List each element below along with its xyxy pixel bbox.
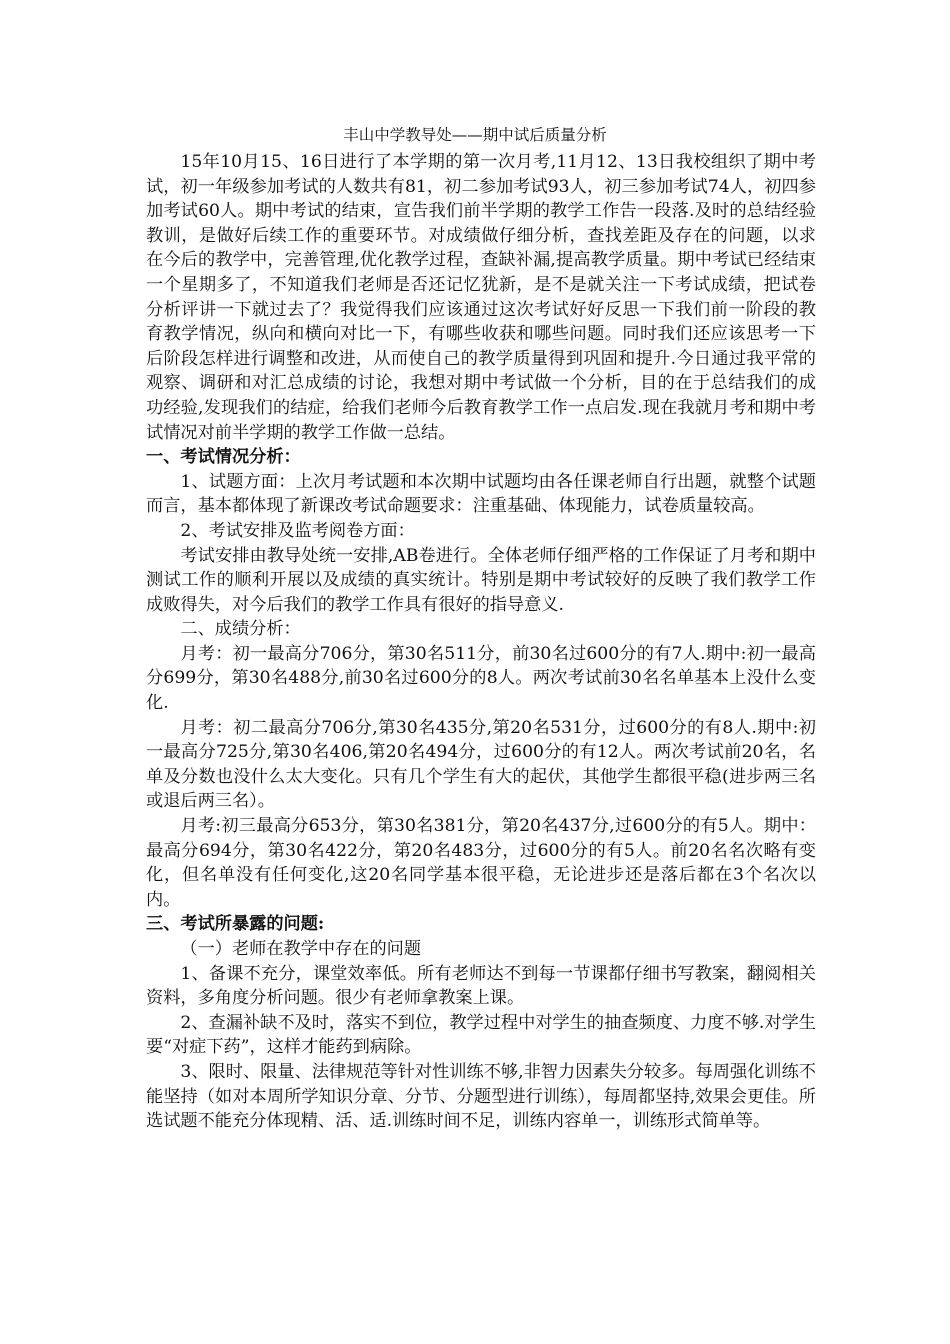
section-3-item-2: 2、查漏补缺不及时，落实不到位，教学过程中对学生的抽查频度、力度不够.对学生要“对症下药”，这样才能药到病除。 bbox=[146, 1012, 816, 1058]
section-3-item-3: 3、限时、限量、法律规范等针对性训练不够,非智力因素失分较多。每周强化训练不能坚持（如对本周所学知识分章、分节、分题型进行训练），每周都坚持,效果会更佳。所选试题不能充分体现精、活、适.训练时间不足，训练内容单一，训练形式简单等。 bbox=[146, 1061, 816, 1132]
section-2-heading: 二、成绩分析： bbox=[180, 619, 301, 640]
section-2-paragraph-1: 月考：初一最高分706分，第30名511分，前30名过600分的有7人.期中:初一最高分699分，第30名488分,前30名过600分的8人。两次考试前30名名单基本上没什么变化. bbox=[146, 643, 816, 714]
section-3-subheading-1: （一）老师在教学中存在的问题 bbox=[180, 939, 422, 959]
section-3-item-1: 1、备课不充分，课堂效率低。所有老师达不到每一节课都仔细书写教案，翻阅相关资料，多角度分析问题。很少有老师拿教案上课。 bbox=[146, 963, 816, 1009]
section-2-paragraph-2: 月考：初二最高分706分,第30名435分,第20名531分，过600分的有8人.期中:初一最高分725分,第30名406,第20名494分，过600分的有12人。两次考试前20名，名单及分数也没什么太大变化。只有几个学生有大的起伏，其他学生都很平稳(进步两三名或退后两三名）。 bbox=[146, 717, 816, 812]
section-1-heading: 一、考试情况分析： bbox=[146, 447, 301, 468]
section-2-paragraph-3: 月考:初三最高分653分，第30名381分，第20名437分,过600分的有5人。期中：最高分694分，第30名422分，第20名483分，过600分的有5人。前20名名次略有变化，但名单没有任何变化,这20名同学基本很平稳，无论进步还是落后都在3个名次以内。 bbox=[146, 816, 816, 910]
document-body bbox=[146, 150, 816, 1134]
section-3-heading: 三、考试所暴露的问题: bbox=[146, 914, 325, 935]
section-1-item-1: 1、试题方面：上次月考试题和本次期中试题均由各任课老师自行出题，就整个试题而言，基本都体现了新课改考试命题要求：注重基础、体现能力，试卷质量较高。 bbox=[146, 471, 816, 517]
document-title: 丰山中学教导处——期中试后质量分析 bbox=[343, 126, 607, 144]
section-1-item-2-body: 考试安排由教导处统一安排,AB卷进行。全体老师仔细严格的工作保证了月考和期中测试工作的顺利开展以及成绩的真实统计。特别是期中考试较好的反映了我们教学工作成败得失，对今后我们的教学工作具有很好的指导意义. bbox=[146, 545, 816, 615]
intro-paragraph: 15年10月15、16日进行了本学期的第一次月考,11月12、13日我校组织了期中考试，初一年级参加考试的人数共有81，初二参加考试93人，初三参加考试74人，初四参加考试60人。期中考试的结束，宣告我们前半学期的教学工作告一段落.及时的总结经验教训，是做好后续工作的重要环节。对成绩做仔细分析，查找差距及存在的问题，以求在今后的教学中，完善管理,优化教学过程，查缺补漏,提高教学质量。期中考试已经结束一个星期多了，不知道我们老师是否还记忆犹新，是不是就关注一下考试成绩，把试卷分析评讲一下就过去了？我觉得我们应该通过这次考试好好反思一下我们前一阶段的教育教学情况，纵向和横向对比一下，有哪些收获和哪些问题。同时我们还应该思考一下后阶段怎样进行调整和改进，从而使自己的教学质量得到巩固和提升.今日通过我平常的观察、调研和对汇总成绩的讨论，我想对期中考试做一个分析，目的在于总结我们的成功经验,发现我们的结症，给我们老师今后教育教学工作一点启发.现在我就月考和期中考试情况对前半学期的教学工作做一总结。 bbox=[146, 152, 816, 443]
section-1-item-2-heading: 2、考试安排及监考阅卷方面： bbox=[180, 520, 415, 541]
